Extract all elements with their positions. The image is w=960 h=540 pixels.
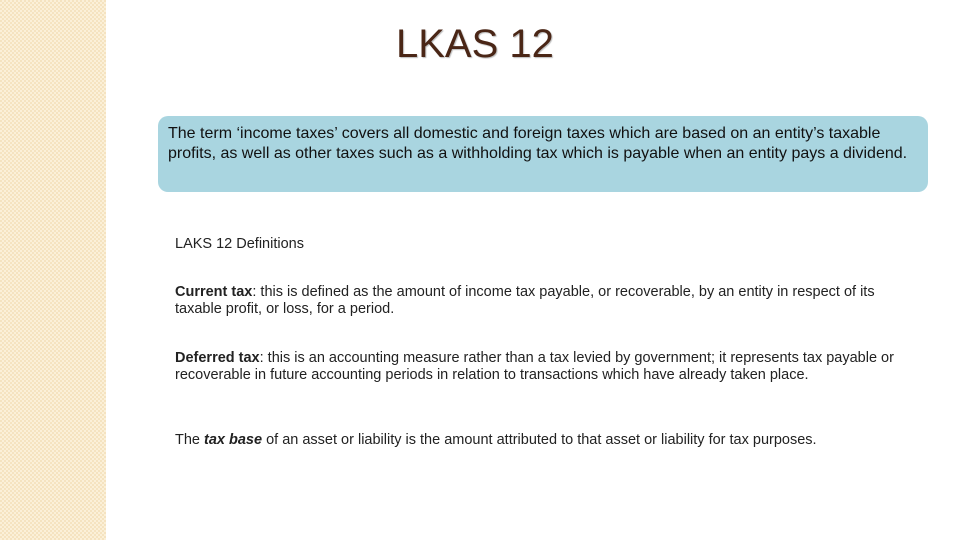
- current-tax-definition: [175, 284, 920, 318]
- definition-text: : this is an accounting measure rather than a tax levied by government; it represents tax payable or recoverable in future accounting periods in relation to transactions which have already taken place.: [175, 350, 894, 383]
- term: Deferred tax: [175, 350, 260, 366]
- intro-callout: The term ‘income taxes’ covers all domestic and foreign taxes which are based on an entity’s taxable profits, as well as other taxes such as a withholding tax which is payable when an entity pays a dividend.: [158, 116, 928, 192]
- term: tax base: [204, 432, 263, 448]
- tax-base-definition: [175, 432, 920, 449]
- definitions-heading: LAKS 12 Definitions: [175, 236, 304, 252]
- decorative-sidebar: [0, 0, 106, 540]
- definition-text: : this is defined as the amount of income tax payable, or recoverable, by an entity in respect of its taxable profit, or loss, for a period.: [175, 284, 875, 317]
- deferred-tax-definition: [175, 350, 920, 384]
- slide-title: LKAS 12: [396, 22, 554, 66]
- prefix: The: [175, 432, 205, 448]
- definition-text: of an asset or liability is the amount attributed to that asset or liability for tax purposes.: [262, 432, 817, 448]
- term: Current tax: [175, 284, 253, 300]
